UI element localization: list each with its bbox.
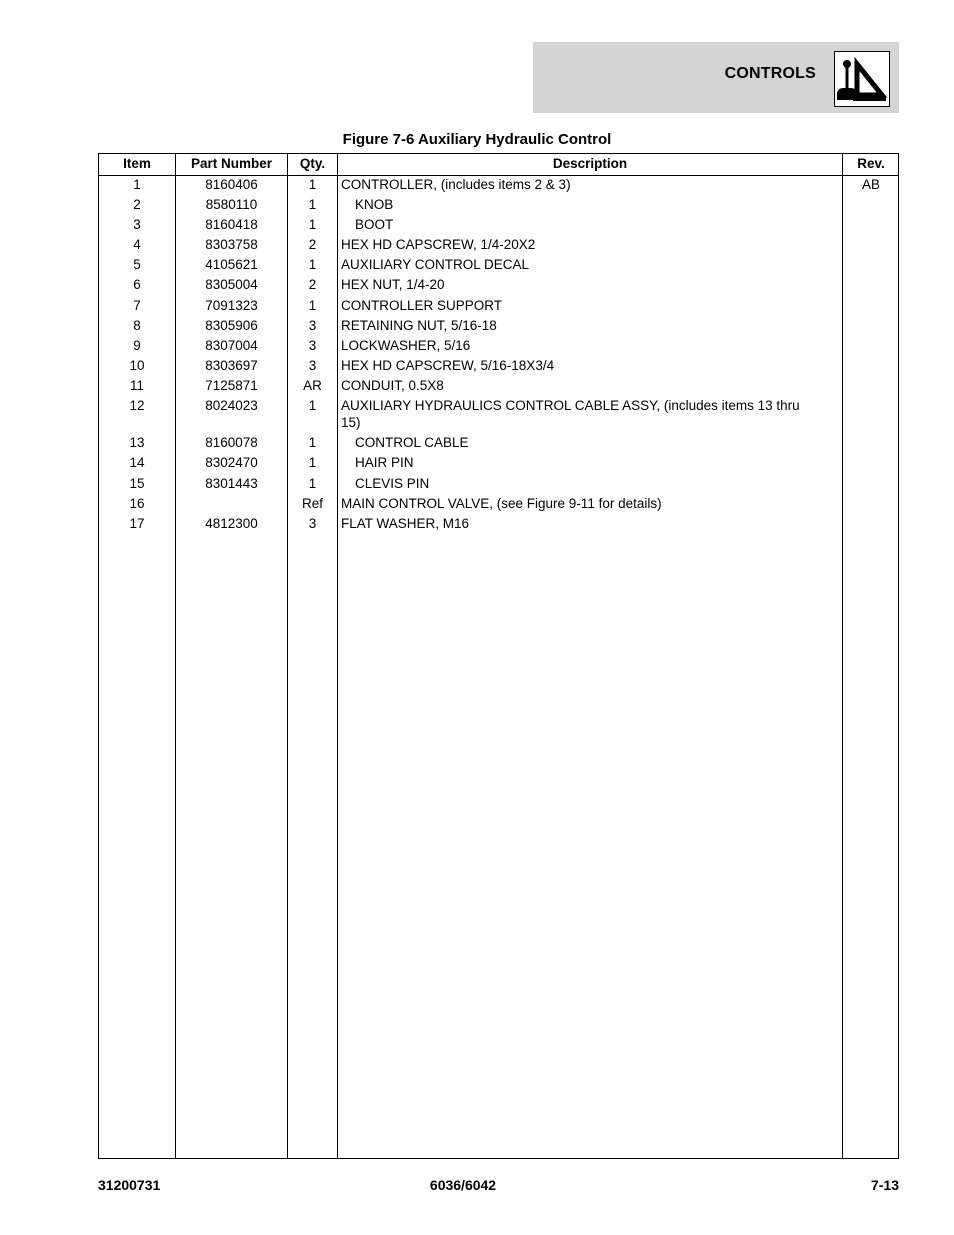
row-item: 2 bbox=[133, 197, 141, 212]
row-rev: AB bbox=[861, 177, 880, 192]
row-part-number: 4105621 bbox=[205, 257, 258, 272]
row-description: MAIN CONTROL VALVE, (see Figure 9-11 for details) bbox=[341, 496, 662, 511]
row-description: CONTROL CABLE bbox=[355, 435, 469, 450]
row-item: 3 bbox=[133, 217, 141, 232]
row-item: 14 bbox=[129, 455, 145, 470]
row-qty: 1 bbox=[308, 398, 317, 413]
model-number: 6036/6042 bbox=[429, 1177, 497, 1193]
row-qty: 1 bbox=[308, 435, 317, 450]
section-header bbox=[533, 42, 899, 113]
row-item: 10 bbox=[129, 358, 145, 373]
row-item: 1 bbox=[133, 177, 141, 192]
section-title: CONTROLS bbox=[724, 65, 816, 82]
row-item: 16 bbox=[129, 496, 145, 511]
row-qty: 1 bbox=[308, 217, 317, 232]
row-part-number: 8307004 bbox=[205, 338, 258, 353]
row-qty: 1 bbox=[308, 177, 317, 192]
row-qty: 3 bbox=[308, 318, 317, 333]
row-qty: Ref bbox=[301, 496, 323, 511]
row-part-number: 8301443 bbox=[205, 476, 258, 491]
row-description: LOCKWASHER, 5/16 bbox=[341, 338, 471, 353]
row-item: 5 bbox=[133, 257, 141, 272]
row-description: CONTROLLER SUPPORT bbox=[341, 298, 503, 313]
row-description: RETAINING NUT, 5/16-18 bbox=[341, 318, 497, 333]
joystick-control-icon bbox=[834, 51, 890, 107]
row-part-number: 8305906 bbox=[205, 318, 258, 333]
row-item: 8 bbox=[133, 318, 141, 333]
row-description: FLAT WASHER, M16 bbox=[341, 516, 470, 531]
row-qty: 1 bbox=[308, 476, 317, 491]
row-description: CONTROLLER, (includes items 2 & 3) bbox=[341, 177, 571, 192]
row-item: 15 bbox=[129, 476, 145, 491]
row-qty: 3 bbox=[308, 358, 317, 373]
row-qty: 2 bbox=[308, 237, 317, 252]
row-description: HEX HD CAPSCREW, 5/16-18X3/4 bbox=[341, 358, 555, 373]
row-qty: 2 bbox=[308, 277, 317, 292]
row-item: 13 bbox=[129, 435, 145, 450]
row-description: AUXILIARY CONTROL DECAL bbox=[341, 257, 530, 272]
row-description: CLEVIS PIN bbox=[355, 476, 430, 491]
row-description: BOOT bbox=[355, 217, 394, 232]
column-header-rev: Rev. bbox=[857, 156, 885, 171]
row-item: 12 bbox=[129, 398, 145, 413]
figure-title: Figure 7-6 Auxiliary Hydraulic Control bbox=[342, 131, 612, 148]
row-item: 17 bbox=[129, 516, 145, 531]
column-divider bbox=[842, 154, 843, 1158]
row-description: HEX HD CAPSCREW, 1/4-20X2 bbox=[341, 237, 536, 252]
row-part-number: 7125871 bbox=[205, 378, 258, 393]
row-item: 7 bbox=[133, 298, 141, 313]
row-qty: 1 bbox=[308, 257, 317, 272]
row-part-number: 8160406 bbox=[205, 177, 258, 192]
row-qty: 1 bbox=[308, 197, 317, 212]
row-part-number: 8160418 bbox=[205, 217, 258, 232]
column-header-qty: Qty. bbox=[299, 156, 326, 171]
row-part-number: 8024023 bbox=[205, 398, 258, 413]
row-part-number: 8305004 bbox=[205, 277, 258, 292]
row-item: 6 bbox=[133, 277, 141, 292]
column-header-part-number: Part Number bbox=[190, 156, 273, 171]
row-item: 4 bbox=[133, 237, 141, 252]
document-number: 31200731 bbox=[98, 1177, 161, 1193]
row-qty: 1 bbox=[308, 298, 317, 313]
column-divider bbox=[337, 154, 338, 1158]
page-number: 7-13 bbox=[870, 1177, 899, 1193]
row-part-number: 4812300 bbox=[205, 516, 258, 531]
row-qty: 1 bbox=[308, 455, 317, 470]
column-header-description: Description bbox=[552, 156, 628, 171]
row-part-number: 8303758 bbox=[205, 237, 258, 252]
row-part-number: 8160078 bbox=[205, 435, 258, 450]
row-description: HAIR PIN bbox=[355, 455, 414, 470]
row-qty: AR bbox=[303, 378, 322, 393]
row-part-number: 8580110 bbox=[205, 197, 258, 212]
row-part-number: 8302470 bbox=[205, 455, 258, 470]
row-item: 11 bbox=[129, 378, 144, 393]
row-description: HEX NUT, 1/4-20 bbox=[341, 277, 445, 292]
row-description: KNOB bbox=[355, 197, 394, 212]
row-qty: 3 bbox=[308, 338, 317, 353]
parts-table bbox=[98, 153, 899, 1159]
row-description: AUXILIARY HYDRAULICS CONTROL CABLE ASSY, (includes items 13 thru 15) bbox=[341, 398, 800, 430]
row-part-number: 7091323 bbox=[205, 298, 258, 313]
row-item: 9 bbox=[133, 338, 141, 353]
row-part-number: 8303697 bbox=[205, 358, 258, 373]
row-description: CONDUIT, 0.5X8 bbox=[341, 378, 444, 393]
column-header-item: Item bbox=[123, 156, 151, 171]
row-qty: 3 bbox=[308, 516, 317, 531]
